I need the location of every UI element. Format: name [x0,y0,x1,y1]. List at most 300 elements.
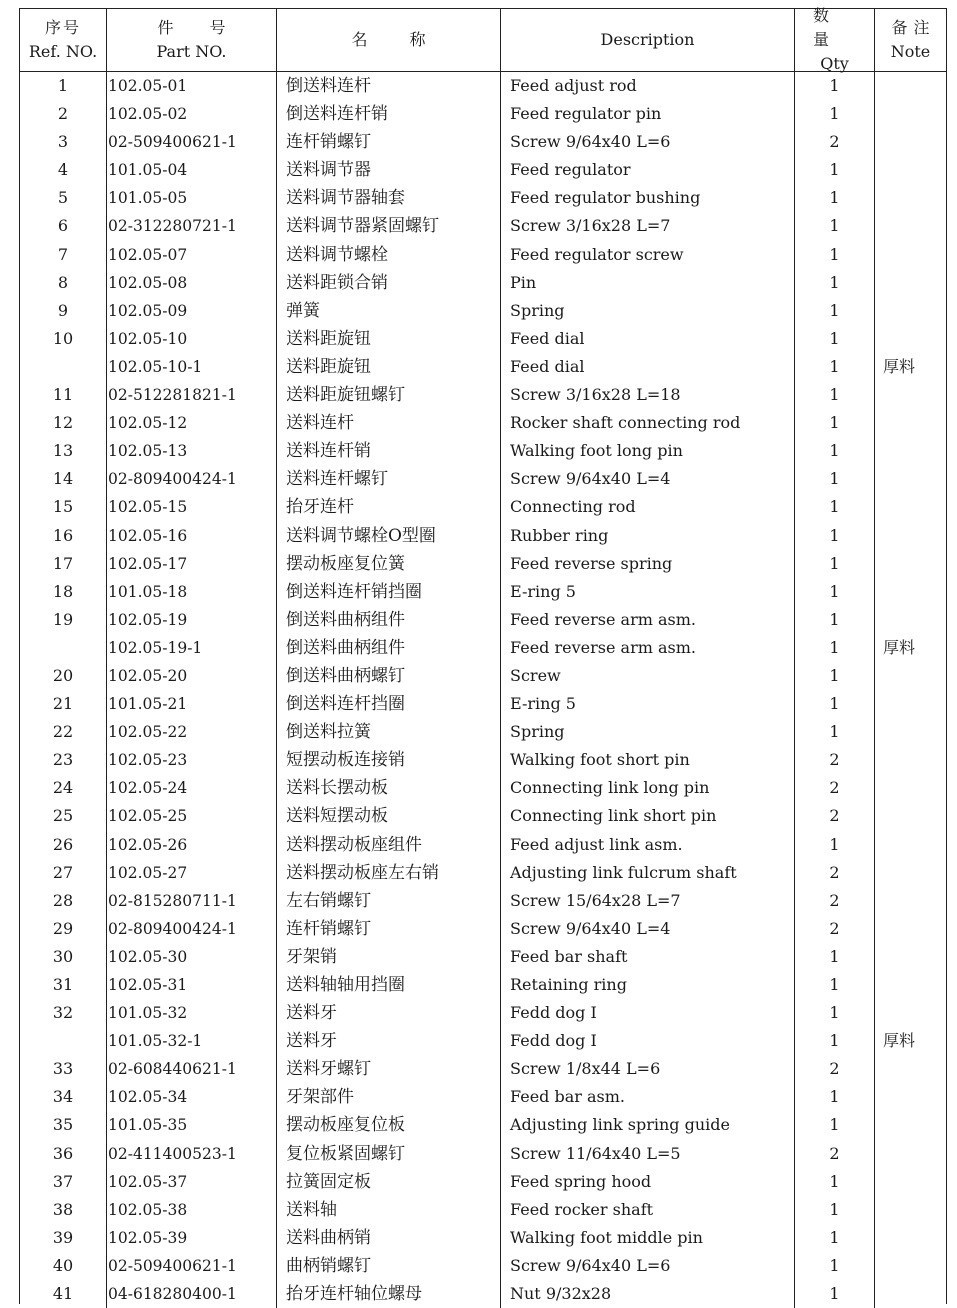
cell-note: 厚料 [883,637,916,657]
cell-name-zh: 送料曲柄销 [277,1224,501,1252]
cell-ref-no: 16 [20,522,107,550]
cell-description: Screw 9/64x40 L=4 [501,915,795,943]
cell-description: Connecting link long pin [501,774,795,802]
cell-note [875,1140,946,1168]
header-note-en: Note [890,42,931,61]
cell-description: Feed spring hood [501,1168,795,1196]
cell-ref-no: 6 [20,212,107,240]
cell-ref-no: 12 [20,409,107,437]
table-row [20,550,946,578]
cell-part-no: 02-509400621-1 [107,1252,277,1280]
cell-ref-no: 20 [20,662,107,690]
cell-description: Screw 3/16x28 L=7 [501,212,795,240]
cell-ref-no: 14 [20,465,107,493]
cell-name-zh: 抬牙连杆 [277,493,501,521]
cell-note [875,465,946,493]
cell-description: E-ring 5 [501,578,795,606]
cell-name-zh: 倒送料连杆挡圈 [277,690,501,718]
cell-description: Feed regulator bushing [501,184,795,212]
cell-qty: 1 [795,437,875,465]
cell-qty: 1 [795,184,875,212]
cell-part-no: 102.05-30 [107,943,277,971]
cell-qty: 1 [795,1252,875,1280]
cell-qty: 1 [795,522,875,550]
cell-description: Feed bar asm. [501,1083,795,1111]
cell-note [875,859,946,887]
cell-qty: 1 [795,465,875,493]
cell-description: Feed reverse arm asm. [501,606,795,634]
table-row [20,269,946,297]
header-part-no [107,9,277,71]
table-row [20,746,946,774]
cell-ref-no: 39 [20,1224,107,1252]
cell-ref-no: 40 [20,1252,107,1280]
cell-part-no: 102.05-22 [107,718,277,746]
header-qty-zh: 数量 [813,6,848,49]
cell-part-no: 102.05-09 [107,297,277,325]
cell-note: 厚料 [883,356,916,376]
cell-name-zh: 摆动板座复位簧 [277,550,501,578]
cell-part-no: 102.05-39 [107,1224,277,1252]
cell-ref-no: 4 [20,156,107,184]
cell-note [875,1224,946,1252]
parts-list-table [19,8,947,1304]
cell-description: Feed dial [501,353,795,381]
table-row [20,943,946,971]
header-part-zh: 件号 [157,18,262,37]
cell-note: 厚料 [883,1031,916,1051]
cell-description: Connecting rod [501,493,795,521]
table-row [20,578,946,606]
cell-description: Feed adjust link asm. [501,831,795,859]
cell-part-no: 02-411400523-1 [107,1140,277,1168]
cell-qty: 1 [795,606,875,634]
cell-part-no: 102.05-34 [107,1083,277,1111]
header-ref-no [20,9,107,71]
cell-qty: 1 [795,1027,875,1055]
cell-ref-no: 23 [20,746,107,774]
cell-description: Adjusting link fulcrum shaft [501,859,795,887]
cell-description: Adjusting link spring guide [501,1111,795,1139]
cell-ref-no: 33 [20,1055,107,1083]
table-row [20,353,946,381]
table-row [20,971,946,999]
cell-name-zh: 弹簧 [277,297,501,325]
header-ref-en: Ref. NO. [28,42,98,61]
cell-part-no: 102.05-15 [107,493,277,521]
cell-part-no: 101.05-32 [107,999,277,1027]
table-row [20,128,946,156]
cell-part-no: 02-809400424-1 [107,465,277,493]
cell-name-zh: 抬牙连杆轴位螺母 [277,1280,501,1308]
cell-name-zh: 送料轴 [277,1196,501,1224]
cell-note [875,522,946,550]
table-header [20,6,946,73]
cell-qty: 1 [795,943,875,971]
cell-description: Feed reverse spring [501,550,795,578]
cell-qty: 1 [795,325,875,353]
cell-name-zh: 摆动板座复位板 [277,1111,501,1139]
cell-note [875,802,946,830]
cell-name-zh: 送料连杆销 [277,437,501,465]
table-row [20,774,946,802]
table-row [20,831,946,859]
cell-qty: 1 [795,241,875,269]
cell-name-zh: 送料牙 [277,1027,501,1055]
cell-name-zh: 送料距锁合销 [277,269,501,297]
cell-qty: 1 [795,662,875,690]
table-row [20,859,946,887]
cell-part-no: 102.05-27 [107,859,277,887]
cell-name-zh: 牙架部件 [277,1083,501,1111]
cell-description: Screw 9/64x40 L=6 [501,128,795,156]
cell-description: Nut 9/32x28 [501,1280,795,1308]
cell-qty: 2 [795,802,875,830]
cell-part-no: 102.05-24 [107,774,277,802]
table-row [20,634,946,662]
cell-description: Screw [501,662,795,690]
cell-qty: 1 [795,212,875,240]
cell-description: E-ring 5 [501,690,795,718]
cell-qty: 1 [795,297,875,325]
cell-qty: 2 [795,774,875,802]
cell-ref-no: 2 [20,100,107,128]
cell-ref-no: 41 [20,1280,107,1308]
cell-qty: 1 [795,999,875,1027]
table-row [20,1224,946,1252]
table-row [20,241,946,269]
cell-qty: 1 [795,1224,875,1252]
table-row [20,1027,946,1055]
cell-description: Feed adjust rod [501,72,795,100]
table-row [20,493,946,521]
cell-name-zh: 送料距旋钮 [277,325,501,353]
cell-part-no: 102.05-12 [107,409,277,437]
cell-note [875,1111,946,1139]
table-row [20,437,946,465]
cell-note [875,943,946,971]
cell-description: Screw 15/64x28 L=7 [501,887,795,915]
cell-qty: 1 [795,1168,875,1196]
cell-note [875,550,946,578]
cell-ref-no: 3 [20,128,107,156]
table-row [20,522,946,550]
table-row [20,1252,946,1280]
cell-name-zh: 牙架销 [277,943,501,971]
cell-ref-no: 1 [20,72,107,100]
cell-description: Screw 11/64x40 L=5 [501,1140,795,1168]
table-row [20,1140,946,1168]
cell-qty: 1 [795,578,875,606]
cell-part-no: 102.05-38 [107,1196,277,1224]
cell-qty: 2 [795,746,875,774]
cell-note [875,1252,946,1280]
cell-ref-no: 13 [20,437,107,465]
cell-part-no: 102.05-20 [107,662,277,690]
cell-ref-no [20,1027,107,1055]
table-row [20,381,946,409]
cell-qty: 1 [795,1280,875,1308]
cell-ref-no: 38 [20,1196,107,1224]
cell-part-no: 102.05-07 [107,241,277,269]
cell-note [875,212,946,240]
cell-part-no: 02-312280721-1 [107,212,277,240]
cell-ref-no: 9 [20,297,107,325]
cell-qty: 2 [795,128,875,156]
cell-description: Walking foot middle pin [501,1224,795,1252]
cell-ref-no: 30 [20,943,107,971]
cell-part-no: 102.05-26 [107,831,277,859]
cell-ref-no: 28 [20,887,107,915]
table-row [20,184,946,212]
cell-part-no: 02-512281821-1 [107,381,277,409]
cell-description: Screw 9/64x40 L=6 [501,1252,795,1280]
cell-note [875,100,946,128]
table-row [20,662,946,690]
cell-note [875,746,946,774]
header-qty [795,6,875,73]
cell-qty: 1 [795,100,875,128]
cell-note [875,578,946,606]
cell-ref-no: 5 [20,184,107,212]
cell-ref-no: 17 [20,550,107,578]
cell-part-no: 102.05-17 [107,550,277,578]
cell-note [875,774,946,802]
cell-qty: 1 [795,1083,875,1111]
table-row [20,999,946,1027]
cell-qty: 1 [795,381,875,409]
table-row [20,156,946,184]
cell-qty: 1 [795,156,875,184]
cell-qty: 1 [795,269,875,297]
cell-description: Screw 3/16x28 L=18 [501,381,795,409]
cell-name-zh: 曲柄销螺钉 [277,1252,501,1280]
cell-note [875,493,946,521]
cell-note [875,1196,946,1224]
cell-ref-no: 37 [20,1168,107,1196]
cell-ref-no [20,634,107,662]
table-body [20,72,946,1308]
cell-name-zh: 送料调节螺栓O型圈 [277,522,501,550]
cell-note [875,325,946,353]
cell-part-no: 02-509400621-1 [107,128,277,156]
cell-name-zh: 送料距旋钮螺钉 [277,381,501,409]
cell-name-zh: 送料距旋钮 [277,353,501,381]
cell-description: Screw 9/64x40 L=4 [501,465,795,493]
cell-name-zh: 连杆销螺钉 [277,915,501,943]
cell-note [875,128,946,156]
cell-part-no: 02-815280711-1 [107,887,277,915]
cell-name-zh: 倒送料连杆销 [277,100,501,128]
cell-note [875,999,946,1027]
cell-name-zh: 送料短摆动板 [277,802,501,830]
cell-qty: 1 [795,72,875,100]
cell-name-zh: 左右销螺钉 [277,887,501,915]
table-row [20,325,946,353]
table-row [20,1055,946,1083]
cell-qty: 1 [795,634,875,662]
table-row [20,1168,946,1196]
cell-part-no: 02-608440621-1 [107,1055,277,1083]
cell-note [875,690,946,718]
cell-note [875,437,946,465]
table-row [20,606,946,634]
cell-note [875,409,946,437]
cell-ref-no: 21 [20,690,107,718]
cell-qty: 1 [795,718,875,746]
header-note-zh: 备注 [891,18,936,37]
cell-name-zh: 送料连杆螺钉 [277,465,501,493]
cell-part-no: 102.05-23 [107,746,277,774]
cell-description: Fedd dog I [501,1027,795,1055]
cell-qty: 2 [795,1055,875,1083]
header-ref-zh: 序号 [44,18,81,37]
cell-part-no: 102.05-19-1 [107,634,277,662]
cell-name-zh: 送料轴轴用挡圈 [277,971,501,999]
cell-name-zh: 送料牙螺钉 [277,1055,501,1083]
cell-name-zh: 倒送料拉簧 [277,718,501,746]
cell-part-no: 101.05-21 [107,690,277,718]
cell-qty: 1 [795,1111,875,1139]
cell-description: Rubber ring [501,522,795,550]
cell-ref-no: 22 [20,718,107,746]
cell-part-no: 102.05-13 [107,437,277,465]
header-desc-en: Description [600,30,695,49]
cell-ref-no: 31 [20,971,107,999]
cell-part-no: 04-618280400-1 [107,1280,277,1308]
cell-name-zh: 送料连杆 [277,409,501,437]
table-row [20,1111,946,1139]
header-qty-en: Qty [820,54,849,73]
cell-description: Pin [501,269,795,297]
cell-description: Spring [501,718,795,746]
cell-qty: 1 [795,493,875,521]
cell-name-zh: 送料调节器 [277,156,501,184]
cell-part-no: 102.05-19 [107,606,277,634]
cell-qty: 1 [795,550,875,578]
cell-name-zh: 复位板紧固螺钉 [277,1140,501,1168]
cell-part-no: 102.05-31 [107,971,277,999]
cell-qty: 1 [795,971,875,999]
cell-part-no: 102.05-25 [107,802,277,830]
header-description [501,9,795,71]
cell-description: Feed regulator screw [501,241,795,269]
cell-note [875,1083,946,1111]
table-row [20,465,946,493]
cell-ref-no [20,353,107,381]
cell-ref-no: 26 [20,831,107,859]
cell-ref-no: 36 [20,1140,107,1168]
cell-qty: 2 [795,859,875,887]
cell-part-no: 101.05-32-1 [107,1027,277,1055]
cell-name-zh: 短摆动板连接销 [277,746,501,774]
cell-note [875,1055,946,1083]
table-row [20,212,946,240]
cell-ref-no: 19 [20,606,107,634]
cell-part-no: 102.05-08 [107,269,277,297]
cell-description: Fedd dog I [501,999,795,1027]
table-row [20,887,946,915]
cell-ref-no: 34 [20,1083,107,1111]
cell-ref-no: 29 [20,915,107,943]
cell-ref-no: 27 [20,859,107,887]
cell-qty: 1 [795,353,875,381]
cell-note [875,971,946,999]
cell-qty: 2 [795,915,875,943]
cell-description: Retaining ring [501,971,795,999]
cell-ref-no: 32 [20,999,107,1027]
table-row [20,1196,946,1224]
cell-qty: 1 [795,1196,875,1224]
cell-ref-no: 8 [20,269,107,297]
cell-name-zh: 送料调节器紧固螺钉 [277,212,501,240]
cell-description: Feed regulator [501,156,795,184]
cell-name-zh: 拉簧固定板 [277,1168,501,1196]
cell-name-zh: 送料长摆动板 [277,774,501,802]
cell-note [875,241,946,269]
cell-note [875,662,946,690]
table-row [20,409,946,437]
cell-description: Screw 1/8x44 L=6 [501,1055,795,1083]
cell-qty: 1 [795,831,875,859]
cell-note [875,184,946,212]
cell-description: Feed regulator pin [501,100,795,128]
cell-name-zh: 送料摆动板座组件 [277,831,501,859]
cell-note [875,1168,946,1196]
cell-note [875,606,946,634]
table-row [20,915,946,943]
cell-part-no: 102.05-02 [107,100,277,128]
cell-description: Feed reverse arm asm. [501,634,795,662]
cell-part-no: 101.05-05 [107,184,277,212]
cell-description: Rocker shaft connecting rod [501,409,795,437]
cell-ref-no: 25 [20,802,107,830]
cell-name-zh: 倒送料连杆销挡圈 [277,578,501,606]
cell-name-zh: 送料调节器轴套 [277,184,501,212]
table-row [20,718,946,746]
cell-name-zh: 倒送料曲柄组件 [277,634,501,662]
cell-part-no: 02-809400424-1 [107,915,277,943]
table-row [20,72,946,100]
cell-description: Spring [501,297,795,325]
cell-note [875,381,946,409]
cell-part-no: 101.05-35 [107,1111,277,1139]
cell-name-zh: 送料调节螺栓 [277,241,501,269]
cell-description: Feed bar shaft [501,943,795,971]
cell-name-zh: 倒送料连杆 [277,72,501,100]
cell-note [875,887,946,915]
cell-note [875,156,946,184]
cell-note [875,718,946,746]
cell-description: Connecting link short pin [501,802,795,830]
cell-note [875,297,946,325]
table-row [20,100,946,128]
cell-ref-no: 24 [20,774,107,802]
cell-ref-no: 35 [20,1111,107,1139]
cell-name-zh: 连杆销螺钉 [277,128,501,156]
cell-note [875,269,946,297]
cell-part-no: 102.05-16 [107,522,277,550]
cell-ref-no: 7 [20,241,107,269]
cell-part-no: 102.05-10-1 [107,353,277,381]
cell-part-no: 101.05-04 [107,156,277,184]
header-name-zh: 名称 [351,30,468,49]
cell-part-no: 101.05-18 [107,578,277,606]
cell-description: Feed rocker shaft [501,1196,795,1224]
cell-part-no: 102.05-10 [107,325,277,353]
cell-ref-no: 15 [20,493,107,521]
cell-description: Walking foot long pin [501,437,795,465]
